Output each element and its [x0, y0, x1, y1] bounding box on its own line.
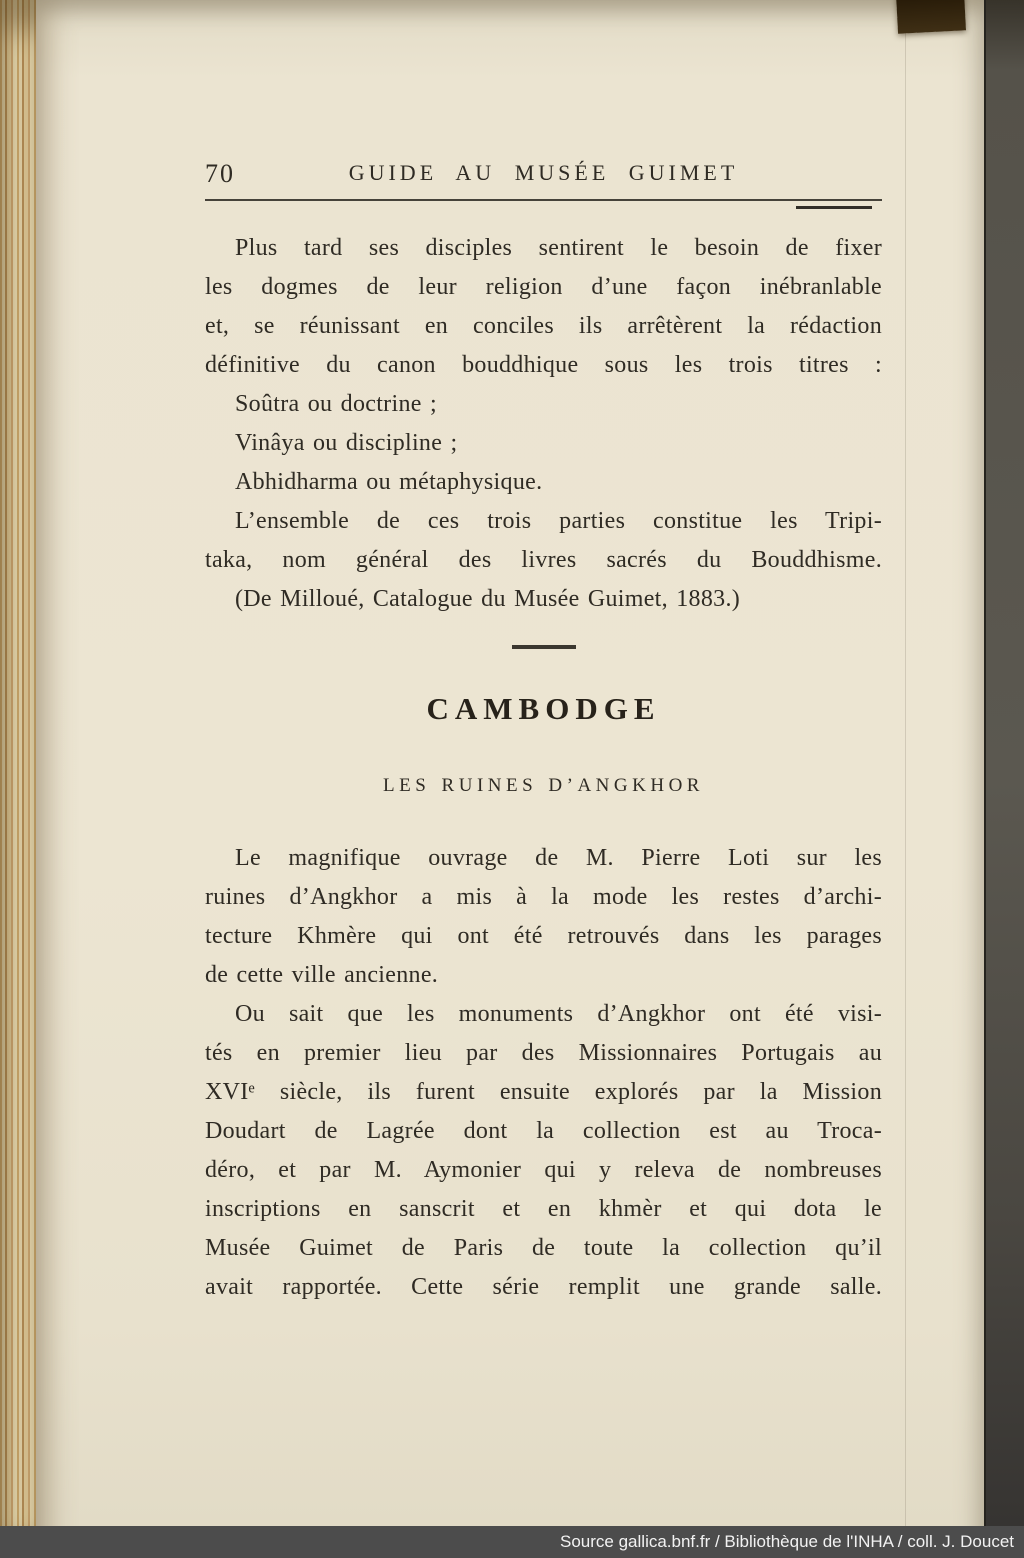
section-heading: CAMBODGE	[426, 691, 661, 726]
header-rule	[205, 199, 882, 201]
page-body	[205, 229, 882, 1307]
text-line: (De Milloué, Catalogue du Musée Guimet, 1883.)	[235, 586, 741, 612]
source-attribution-bar	[0, 1526, 1024, 1558]
text-line: de cette ville ancienne.	[205, 962, 439, 988]
text-line: Doudart de Lagrée dont la collection est au Troca-	[205, 1118, 882, 1144]
paragraph	[205, 229, 882, 385]
section-divider	[512, 645, 576, 649]
page-number: 70	[205, 159, 235, 188]
book-page	[36, 0, 984, 1558]
book-cover-edge	[984, 0, 1024, 1558]
paragraph	[205, 424, 882, 463]
text-line: et, se réunissant en conciles ils arrêtèrent la rédaction	[205, 313, 882, 339]
text-line: Vinâya ou discipline ;	[235, 430, 458, 456]
paragraph	[205, 839, 882, 995]
text-line: taka, nom général des livres sacrés du Bouddhisme.	[205, 547, 882, 573]
running-title: GUIDE AU MUSÉE GUIMET	[348, 160, 739, 185]
paragraph	[205, 385, 882, 424]
text-line: déro, et par M. Aymonier qui y releva de nombreuses	[205, 1157, 882, 1183]
text-line: Abhidharma ou métaphysique.	[235, 469, 543, 495]
text-line: Soûtra ou doctrine ;	[235, 391, 437, 417]
text-line: Musée Guimet de Paris de toute la collection qu’il	[205, 1235, 882, 1261]
text-line: définitive du canon bouddhique sous les trois titres :	[205, 352, 882, 378]
paragraph	[205, 995, 882, 1307]
text-line: Ou sait que les monuments d’Angkhor ont été visi-	[235, 1001, 882, 1027]
text-line: tés en premier lieu par des Missionnaires Portugais au	[205, 1040, 882, 1066]
page-header	[205, 156, 882, 190]
paragraph	[205, 463, 882, 502]
source-attribution: Source gallica.bnf.fr / Bibliothèque de l'INHA / coll. J. Doucet	[560, 1532, 1014, 1551]
page-crease	[905, 0, 906, 1558]
text-line: XVIᵉ siècle, ils furent ensuite explorés par la Mission	[205, 1079, 882, 1105]
text-line: Plus tard ses disciples sentirent le besoin de fixer	[235, 235, 882, 261]
header-rule-accent	[796, 206, 872, 209]
paragraph	[205, 502, 882, 580]
text-line: tecture Khmère qui ont été retrouvés dans les parages	[205, 923, 882, 949]
section-subheading: LES RUINES D’ANGKHOR	[383, 775, 704, 796]
page-content-column	[205, 0, 882, 1307]
text-line: inscriptions en sanscrit et en khmèr et qui dota le	[205, 1196, 882, 1222]
text-line: avait rapportée. Cette série remplit une grande salle.	[205, 1274, 882, 1300]
text-line: Le magnifique ouvrage de M. Pierre Loti sur les	[235, 845, 882, 871]
paragraph	[205, 580, 882, 619]
binding-corner	[896, 0, 966, 34]
text-line: L’ensemble de ces trois parties constitue les Tripi-	[235, 508, 882, 534]
text-line: les dogmes de leur religion d’une façon inébranlable	[205, 274, 882, 300]
text-line: ruines d’Angkhor a mis à la mode les restes d’archi-	[205, 884, 882, 910]
